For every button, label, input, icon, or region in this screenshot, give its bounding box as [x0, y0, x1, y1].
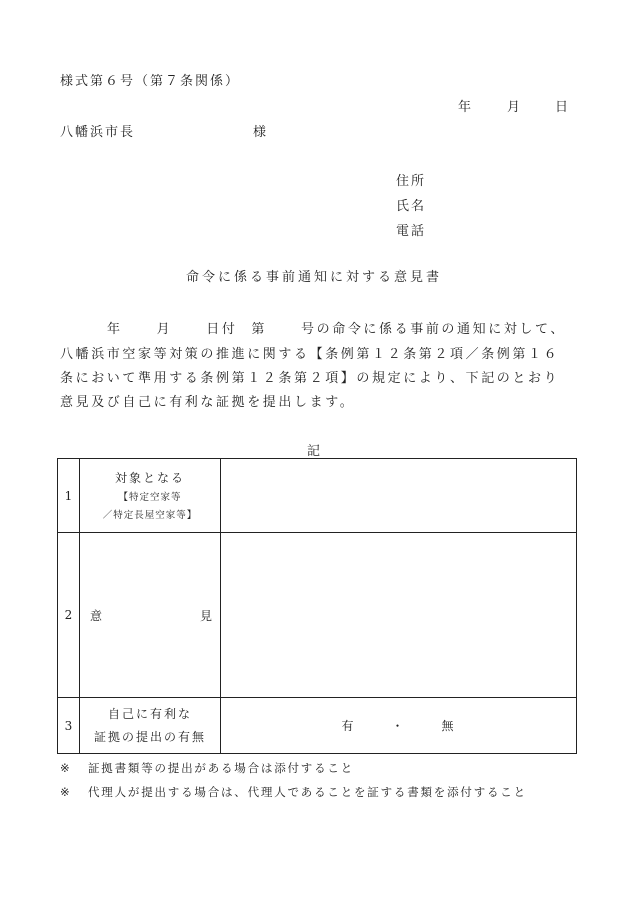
document-title: 命令に係る事前通知に対する意見書 [186, 270, 443, 285]
body-month: 月 [156, 322, 173, 337]
body-line-4: 意見及び自己に有利な証拠を提出します。 [60, 395, 356, 410]
evidence-label-line1: 自己に有利な [107, 707, 192, 722]
sender-name-label: 氏名 [396, 199, 427, 214]
body-day: 日付 [206, 322, 238, 337]
evidence-choice-cell [221, 698, 577, 754]
target-label-line1: 対象となる [114, 470, 185, 485]
date-month-label: 月 [507, 100, 523, 115]
body-line-1 [60, 318, 566, 337]
note-mark: ※ [60, 785, 72, 799]
body-line-3: 条において準用する条例第１２条第２項】の規定により、下記のとおり [60, 371, 560, 386]
opinion-label-right: 見 [199, 608, 212, 623]
addressee: 八幡浜市長 [60, 125, 136, 140]
date-day-label: 日 [555, 100, 571, 115]
body-number: 第 [251, 322, 268, 337]
note-mark: ※ [60, 761, 72, 775]
table-row-opinion [58, 533, 577, 698]
table-row-evidence [58, 698, 577, 754]
note-text: 証拠書類等の提出がある場合は添付すること [88, 761, 354, 775]
row-number: 3 [58, 698, 80, 754]
evidence-yes-option[interactable]: 有 [341, 719, 356, 733]
addressee-honorific: 様 [253, 125, 269, 140]
opinion-input-cell[interactable] [221, 533, 577, 698]
opinion-form-table [57, 458, 577, 754]
opinion-label-left: 意 [90, 608, 103, 623]
ki-heading: 記 [307, 444, 323, 459]
evidence-no-option[interactable]: 無 [441, 719, 456, 733]
row-number: 1 [58, 459, 80, 533]
target-label-line3: ／特定長屋空家等】 [102, 509, 198, 521]
body-year: 年 [107, 322, 123, 337]
target-label-line2: 【特定空家等 [118, 492, 182, 504]
table-row-target [58, 459, 577, 533]
target-input-cell[interactable] [221, 459, 577, 533]
body-line-1-rest: 号の命令に係る事前の通知に対して、 [301, 322, 566, 337]
date-year-label: 年 [458, 100, 474, 115]
target-label [80, 459, 221, 533]
note-text: 代理人が提出する場合は、代理人であることを証する書類を添付すること [88, 785, 527, 799]
body-line-2: 八幡浜市空家等対策の推進に関する【条例第１２条第２項／条例第１６ [60, 347, 560, 362]
opinion-label [80, 533, 221, 698]
row-number: 2 [58, 533, 80, 698]
evidence-label-line2: 証拠の提出の有無 [93, 729, 206, 744]
evidence-separator: ・ [391, 719, 406, 733]
sender-address-label: 住所 [396, 174, 427, 189]
note-2 [60, 784, 527, 800]
sender-phone-label: 電話 [396, 224, 427, 239]
evidence-label [80, 698, 221, 754]
form-number: 様式第６号（第７条関係） [60, 74, 241, 89]
note-1 [60, 760, 354, 776]
